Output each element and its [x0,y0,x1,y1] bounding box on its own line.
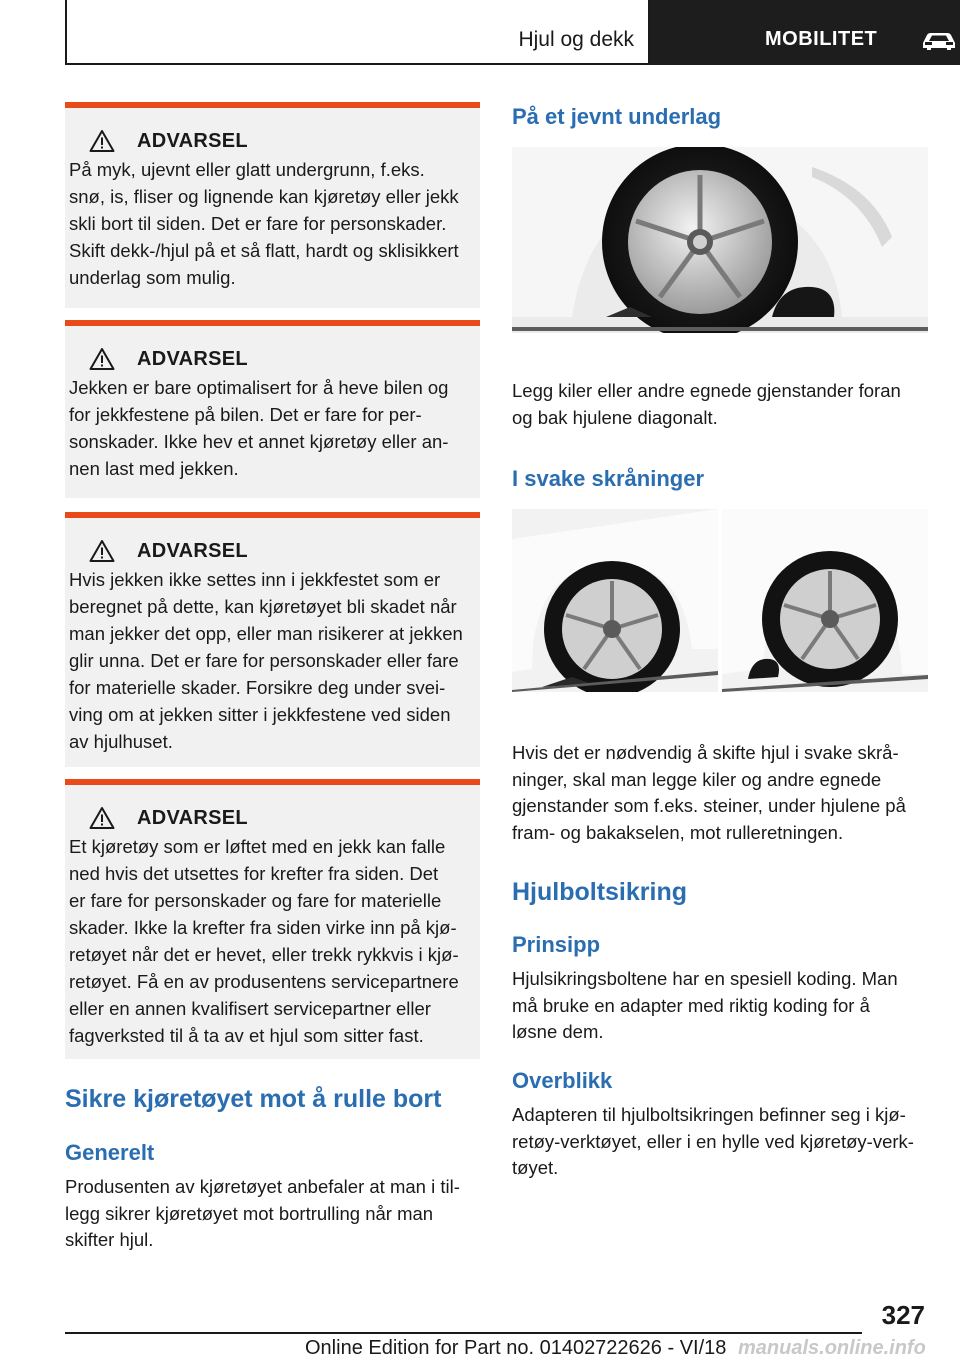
footer-edition: Online Edition for Part no. 01402722626 - VI/18 [305,1337,727,1359]
warning-title: ADVARSEL [137,806,248,829]
footer-divider [65,1332,862,1334]
illustration-slope [512,509,928,692]
heading-wheel-bolt-lock: Hjulboltsikring [512,878,687,906]
page-number: 327 [881,1300,925,1330]
general-text: Produsenten av kjøretøyet anbefaler at man i til- legg sikrer kjøretøyet mot bortrulling når man skifter hjul. [65,1176,460,1250]
warning-box-1 [65,102,480,308]
subheading-principle: Prinsipp [512,932,601,957]
heading-slope: I svake skråninger [512,466,705,491]
overview-text: Adapteren til hjulboltsikringen befinner seg i kjø- retøy-verktøyet, eller i en hylle ved kjøretøy-verk- tøyet. [512,1104,914,1178]
illustration-flat-ground [512,147,928,333]
warning-text: På myk, ujevnt eller glatt undergrunn, f.eks. snø, is, fliser og lignende kan kjøretøy eller jekk skli bort til siden. Det er fare for personskader. Skift dekk-/hjul på et så flatt, hardt og sklisikkert underlag som mulig. [69,159,459,288]
slope-text: Hvis det er nødvendig å skifte hjul i svake skrå- ninger, skal man legge kiler og andre egnede gjenstander som f.eks. steiner, under hjulene på fram- og bakakselen, mot rulleretningen. [512,742,906,843]
warning-title: ADVARSEL [137,129,248,152]
principle-text: Hjulsikringsboltene har en spesiell koding. Man må bruke en adapter med riktig koding for å løsne dem. [512,968,898,1042]
warning-title: ADVARSEL [137,347,248,370]
warning-triangle-icon [89,806,115,830]
subheading-general: Generelt [65,1140,155,1165]
footer-watermark: manuals.online.info [738,1337,926,1359]
warning-text: Jekken er bare optimalisert for å heve bilen og for jekkfestene på bilen. Det er fare for per- sonskader. Ikke hev et annet kjøretøy eller an- nen last med jekken. [69,377,449,479]
warning-text: Hvis jekken ikke settes inn i jekkfestet som er beregnet på dette, kan kjøretøyet bli skadet når man jekker det opp, eller man risikerer at jekken glir unna. Det er fare for personskader eller fare for materielle skader. Forsikre deg under svei- ving om at jekken sitter i jekkfestene ved siden av hjulhuset. [69,569,463,752]
chapter-tab [650,0,960,65]
warning-box-4 [65,779,480,1059]
flat-ground-text: Legg kiler eller andre egnede gjenstander foran og bak hjulene diagonalt. [512,380,901,428]
heading-flat-ground: På et jevnt underlag [512,104,722,129]
subheading-overview: Overblikk [512,1068,613,1093]
warning-box-3 [65,512,480,767]
header-section-box [65,0,650,65]
wheel-flat-illustration [512,147,928,333]
section-heading-chock: Sikre kjøretøyet mot å rulle bort [65,1085,442,1113]
car-icon [920,31,958,51]
warning-box-2 [65,320,480,498]
wheels-slope-illustration [512,509,928,692]
warning-triangle-icon [89,539,115,563]
warning-text: Et kjøretøy som er løftet med en jekk kan falle ned hvis det utsettes for krefter fra siden. Det er fare for personskader og fare for materielle skader. Ikke la krefter fra siden virke inn på kjø- retøyet når det er hevet, eller trekk rykkvis i kjø- retøyet. Få en av produsentens servicepartnere eller en annen kvalifisert servicepartner eller fagverksted til å ta av et hjul som sitter fast. [69,836,459,1046]
section-title: Hjul og dekk [518,28,634,51]
chapter-title: MOBILITET [765,28,878,50]
warning-triangle-icon [89,347,115,371]
warning-title: ADVARSEL [137,539,248,562]
warning-triangle-icon [89,129,115,153]
